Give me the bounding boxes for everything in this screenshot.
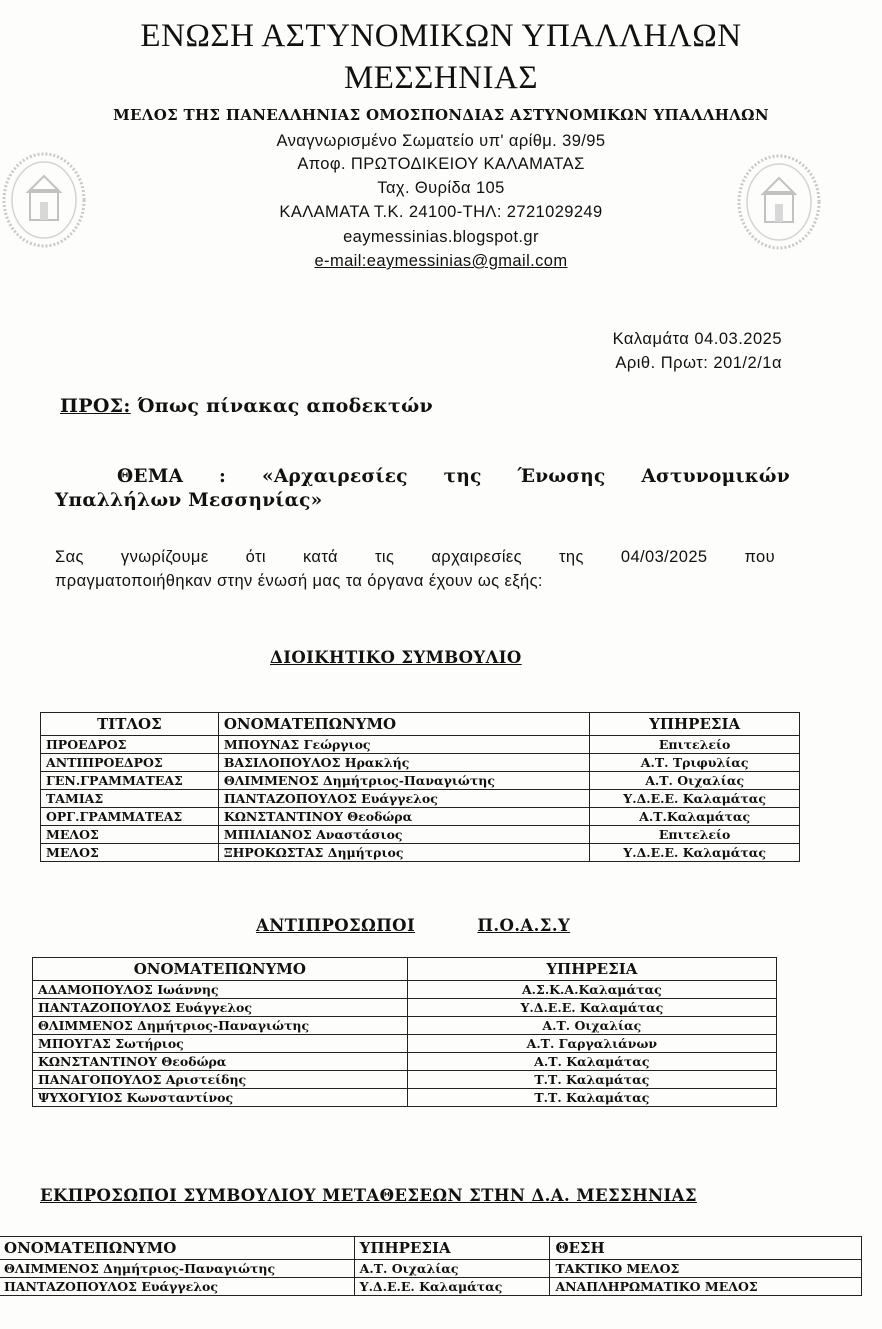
address-phone-line: ΚΑΛΑΜΑΤΑ Τ.Κ. 24100-ΤΗΛ: 2721029249 [279,203,603,221]
transfers-table-body [0,1260,862,1296]
poasy-title-b: Π.Ο.Α.Σ.Υ [477,916,571,935]
table-row [33,1071,777,1089]
subject-word: «Αρχαιρεσίες [261,466,408,487]
table-cell: Α.Σ.Κ.Α.Καλαμάτας [407,981,776,999]
table-row [33,999,777,1017]
subject-line2: Υπαλλήλων Μεσσηνίας» [55,490,323,511]
table-row [33,981,777,999]
federation-member-line: ΜΕΛΟΣ ΤΗΣ ΠΑΝΕΛΛΗΝΙΑΣ ΟΜΟΣΠΟΝΔΙΑΣ ΑΣΤΥΝΟΜΙΚΩΝ ΥΠΑΛΛΗΛΩΝ [113,106,769,124]
column-header: ΟΝΟΜΑΤΕΠΩΝΥΜΟ [33,958,408,981]
body-word: 04/03/2025 [620,548,708,566]
body-word: γνωρίζουμε [120,548,209,566]
table-cell: ΠΑΝΑΓΟΠΟΥΛΟΣ Αριστείδης [33,1071,408,1089]
table-cell: ΜΠΙΛΙΑΝΟΣ Αναστάσιος [218,826,589,844]
table-row [33,1035,777,1053]
body-line2: πραγματοποιήθηκαν στην ένωσή μας τα όργανα έχουν ως εξής: [55,572,543,590]
table-row [41,772,800,790]
column-header: ΥΠΗΡΕΣΙΑ [590,713,800,736]
seal-right-icon [735,152,823,252]
body-word: τις [374,548,395,566]
org-title-line2: ΜΕΣΣΗΝΙΑΣ [343,60,539,96]
registration-line: Αναγνωρισμένο Σωματείο υπ' αρίθμ. 39/95 [276,132,606,150]
table-row [0,1278,862,1296]
board-table [40,712,800,862]
table-cell: ΜΠΟΥΝΑΣ Γεώργιος [218,736,589,754]
table-cell: Α.Τ.Καλαμάτας [590,808,800,826]
table-header-row [41,713,800,736]
table-cell: ΜΠΟΥΓΑΣ Σωτήριος [33,1035,408,1053]
table-cell: ΚΩΝΣΤΑΝΤΙΝΟΥ Θεοδώρα [218,808,589,826]
table-header-row [0,1237,862,1260]
table-row [33,1053,777,1071]
table-cell: Α.Τ. Γαργαλιάνων [407,1035,776,1053]
table-cell: ΠΑΝΤΑΖΟΠΟΥΛΟΣ Ευάγγελος [0,1278,354,1296]
table-cell: Α.Τ. Τριφυλίας [590,754,800,772]
table-row [41,808,800,826]
table-cell: ΤΑΜΙΑΣ [41,790,219,808]
table-cell: Υ.Δ.Ε.Ε. Καλαμάτας [590,790,800,808]
table-cell: ΘΛΙΜΜΕΝΟΣ Δημήτριος-Παναγιώτης [33,1017,408,1035]
column-header: ΟΝΟΜΑΤΕΠΩΝΥΜΟ [0,1237,354,1260]
body-word: κατά [302,548,338,566]
table-cell: Επιτελείο [590,736,800,754]
body-word: αρχαιρεσίες [431,548,522,566]
table-row [41,826,800,844]
table-cell: ΤΑΚΤΙΚΟ ΜΕΛΟΣ [550,1260,862,1278]
court-decision-line: Αποφ. ΠΡΩΤΟΔΙΚΕΙΟΥ ΚΑΛΑΜΑΤΑΣ [297,155,585,173]
column-header: ΟΝΟΜΑΤΕΠΩΝΥΜΟ [218,713,589,736]
table-cell: ΠΑΝΤΑΖΟΠΟΥΛΟΣ Ευάγγελος [218,790,589,808]
date-line: Καλαμάτα 04.03.2025 [612,330,782,348]
column-header: ΤΙΤΛΟΣ [41,713,219,736]
body-word: που [744,548,776,566]
table-cell: ΟΡΓ.ΓΡΑΜΜΑΤΕΑΣ [41,808,219,826]
subject-word: ΘΕΜΑ [117,466,184,487]
table-cell: Επιτελείο [590,826,800,844]
table-cell: ΨΥΧΟΓΥΙΟΣ Κωνσταντίνος [33,1089,408,1107]
table-cell: ΜΕΛΟΣ [41,826,219,844]
body-word: της [559,548,584,566]
table-row [41,736,800,754]
table-cell: Α.Τ. Καλαμάτας [407,1053,776,1071]
table-cell: ΞΗΡΟΚΩΣΤΑΣ Δημήτριος [218,844,589,862]
table-cell: ΓΕΝ.ΓΡΑΜΜΑΤΕΑΣ [41,772,219,790]
board-title: ΔΙΟΙΚΗΤΙΚΟ ΣΥΜΒΟΥΛΙΟ [270,648,522,667]
subject-word: Αστυνομικών [641,466,790,487]
table-cell: ΑΔΑΜΟΠΟΥΛΟΣ Ιωάννης [33,981,408,999]
table-row [41,790,800,808]
subject-word: Ένωσης [517,466,606,487]
subject-word: : [219,466,227,487]
table-row [33,1089,777,1107]
transfers-table [0,1236,862,1296]
table-cell: Τ.Τ. Καλαμάτας [407,1089,776,1107]
board-table-body [41,736,800,862]
transfers-title: ΕΚΠΡΟΣΩΠΟΙ ΣΥΜΒΟΥΛΙΟΥ ΜΕΤΑΘΕΣΕΩΝ ΣΤΗΝ Δ.Α. ΜΕΣΣΗΝΙΑΣ [40,1186,697,1205]
column-header: ΥΠΗΡΕΣΙΑ [354,1237,550,1260]
protocol-number: Αριθ. Πρωτ: 201/2/1α [615,354,782,372]
table-cell: ΚΩΝΣΤΑΝΤΙΝΟΥ Θεοδώρα [33,1053,408,1071]
table-cell: Α.Τ. Οιχαλίας [354,1260,550,1278]
recipients-label: ΠΡΟΣ: [60,395,131,417]
email-link[interactable]: e-mail:eaymessinias@gmail.com [314,252,568,270]
table-cell: ΠΑΝΤΑΖΟΠΟΥΛΟΣ Ευάγγελος [33,999,408,1017]
subject-line1 [55,463,790,490]
table-cell: ΑΝΤΙΠΡΟΕΔΡΟΣ [41,754,219,772]
table-cell: ΑΝΑΠΛΗΡΩΜΑΤΙΚΟ ΜΕΛΟΣ [550,1278,862,1296]
column-header: ΥΠΗΡΕΣΙΑ [407,958,776,981]
blog-link[interactable]: eaymessinias.blogspot.gr [343,228,539,246]
table-cell: Τ.Τ. Καλαμάτας [407,1071,776,1089]
table-row [41,844,800,862]
table-row [41,754,800,772]
recipients-line [60,395,433,417]
table-cell: ΘΛΙΜΜΕΝΟΣ Δημήτριος-Παναγιώτης [0,1260,354,1278]
table-cell: ΘΛΙΜΜΕΝΟΣ Δημήτριος-Παναγιώτης [218,772,589,790]
table-cell: Υ.Δ.Ε.Ε. Καλαμάτας [354,1278,550,1296]
seal-left-icon [0,150,88,250]
table-cell: Υ.Δ.Ε.Ε. Καλαμάτας [407,999,776,1017]
table-header-row [33,958,777,981]
poasy-title [256,916,570,935]
poasy-table [32,957,777,1107]
org-title-line1: ΕΝΩΣΗ ΑΣΤΥΝΟΜΙΚΩΝ ΥΠΑΛΛΗΛΩΝ [140,18,742,54]
table-cell: ΠΡΟΕΔΡΟΣ [41,736,219,754]
body-word: ότι [245,548,266,566]
table-row [0,1260,862,1278]
subject-word: της [443,466,482,487]
table-cell: Α.Τ. Οιχαλίας [590,772,800,790]
body-line1 [55,548,775,567]
table-cell: Α.Τ. Οιχαλίας [407,1017,776,1035]
po-box-line: Ταχ. Θυρίδα 105 [377,179,505,197]
poasy-title-a: ΑΝΤΙΠΡΟΣΩΠΟΙ [256,916,416,935]
column-header: ΘΕΣΗ [550,1237,862,1260]
poasy-table-body [33,981,777,1107]
recipients-text: Όπως πίνακας αποδεκτών [130,395,433,417]
table-cell: ΒΑΣΙΛΟΠΟΥΛΟΣ Ηρακλής [218,754,589,772]
table-cell: ΜΕΛΟΣ [41,844,219,862]
table-row [33,1017,777,1035]
body-word: Σας [55,548,84,566]
table-cell: Υ.Δ.Ε.Ε. Καλαμάτας [590,844,800,862]
